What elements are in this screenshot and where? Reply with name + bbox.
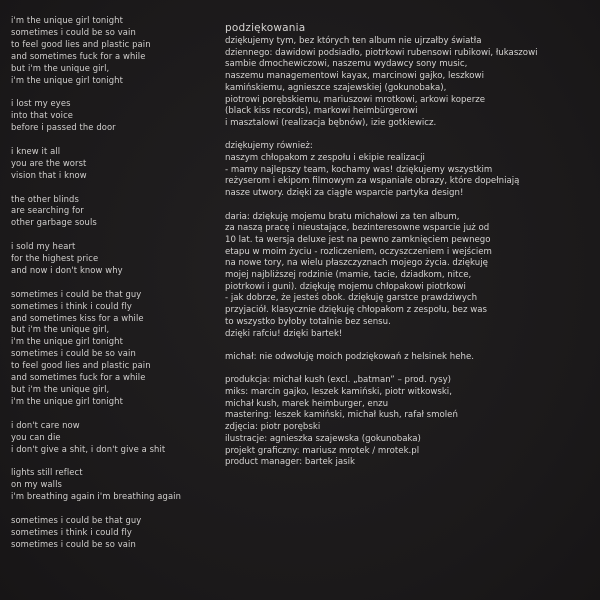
acknowledgements-line: ilustracje: agnieszka szajewska (gokunobaka)	[225, 433, 421, 444]
acknowledgements-line: piotrowi porębskiemu, mariuszowi mrotkowi, arkowi koperze	[225, 94, 486, 105]
acknowledgements-line: mojej najbliższej rodzinie (mamie, tacie, dziadkom, nitce,	[225, 270, 472, 281]
lyrics-line: i sold my heart	[11, 241, 76, 252]
acknowledgements-line: to wszystko byłoby totalnie bez sensu.	[225, 316, 391, 327]
acknowledgements-paragraph	[225, 375, 595, 469]
lyrics-line: on my walls	[11, 479, 62, 490]
lyrics-line: i'm the unique girl tonight	[11, 74, 123, 85]
lyrics-line: i'm the unique girl tonight	[11, 336, 123, 347]
acknowledgements-line: michał kush, marek heimburger, enzu	[225, 398, 389, 409]
lyrics-line: vision that i know	[11, 169, 87, 180]
lyrics-line: to feel good lies and plastic pain	[11, 38, 151, 49]
acknowledgements-line: michał: nie odwołuję moich podziękowań z helsinek hehe.	[225, 351, 474, 362]
acknowledgements-line: na nowe tory, na wielu płaszczyznach mojego życia. dziękuję	[225, 258, 488, 269]
lyrics-line: sometimes i could be that guy	[11, 514, 142, 525]
lyrics-line: you are the worst	[11, 157, 87, 168]
lyrics-line: i knew it all	[11, 145, 61, 156]
lyrics-line: and sometimes fuck for a while	[11, 372, 146, 383]
acknowledgements-line: nasze utwory. dzięki za ciągłe wsparcie partyka design!	[225, 188, 464, 199]
lyrics-line: sometimes i could be so vain	[11, 348, 136, 359]
acknowledgements-line: dzięki rafciu! dzięki bartek!	[225, 328, 343, 339]
acknowledgements-line: reżyserom i ekipom filmowym za wspaniałe obrazy, które dopełniają	[225, 176, 520, 187]
lyrics-line: sometimes i could be so vain	[11, 538, 136, 549]
lyrics-line: and sometimes kiss for a while	[11, 312, 144, 323]
acknowledgements-paragraph	[225, 352, 595, 364]
lyrics-stanza	[11, 98, 206, 134]
lyrics-line: before i passed the door	[11, 122, 116, 133]
acknowledgements-line: 10 lat. ta wersja deluxe jest na pewno zamknięciem pewnego	[225, 234, 491, 245]
acknowledgements-line: - mamy najlepszy team, kochamy was! dziękujemy wszystkim	[225, 164, 493, 175]
lyrics-stanza	[11, 515, 206, 551]
lyrics-line: i'm breathing again i'm breathing again	[11, 491, 182, 502]
acknowledgements-line: miks: marcin gajko, leszek kamiński, piotr witkowski,	[225, 387, 452, 398]
lyrics-stanza	[11, 467, 206, 503]
lyrics-line: i don't give a shit, i don't give a shit	[11, 443, 166, 454]
acknowledgements-paragraph	[225, 212, 595, 341]
lyrics-line: to feel good lies and plastic pain	[11, 360, 151, 371]
acknowledgements-line: etapu w moim życiu - rozliczeniem, oczyszczeniem i wejściem	[225, 246, 492, 257]
acknowledgements-line: naszemu managementowi kayax, marcinowi gajko, leszkowi	[225, 71, 484, 82]
lyrics-line: i lost my eyes	[11, 98, 71, 109]
acknowledgements-column	[225, 22, 595, 469]
lyrics-stanza	[11, 420, 206, 456]
lyrics-line: sometimes i could be so vain	[11, 26, 136, 37]
acknowledgements-line: za naszą pracę i nieustające, bezinteresowne wsparcie już od	[225, 223, 490, 234]
acknowledgements-line: dziękujemy również:	[225, 141, 313, 152]
acknowledgements-line: dziękujemy tym, bez których ten album nie ujrzałby światła	[225, 36, 482, 46]
lyrics-line: but i'm the unique girl,	[11, 62, 110, 73]
acknowledgements-line: przyjaciół. klasycznie dziękuję chłopakom z zespołu, bez was	[225, 305, 487, 316]
lyrics-line: other garbage souls	[11, 217, 97, 228]
lyrics-line: i'm the unique girl tonight	[11, 15, 123, 25]
acknowledgements-line: - jak dobrze, że jesteś obok. dziękuję garstce prawdziwych	[225, 293, 478, 304]
acknowledgements-line: produkcja: michał kush (excl. „batman” – prod. rysy)	[225, 375, 452, 386]
lyrics-line: the other blinds	[11, 193, 79, 204]
lyrics-stanza	[11, 241, 206, 277]
lyrics-line: lights still reflect	[11, 467, 83, 478]
lyrics-line: are searching for	[11, 205, 84, 216]
lyrics-column	[11, 15, 206, 563]
lyrics-line: but i'm the unique girl,	[11, 324, 110, 335]
lyrics-line: and now i don't know why	[11, 264, 123, 275]
acknowledgements-line: naszym chłopakom z zespołu i ekipie realizacji	[225, 153, 425, 164]
lyrics-stanza	[11, 289, 206, 408]
acknowledgements-paragraph	[225, 36, 595, 130]
lyrics-line: into that voice	[11, 110, 74, 121]
lyrics-stanza	[11, 146, 206, 182]
acknowledgements-line: mastering: leszek kamiński, michał kush, rafał smoleń	[225, 410, 458, 421]
lyrics-line: for the highest price	[11, 253, 99, 264]
acknowledgements-body	[225, 36, 595, 469]
lyrics-line: i'm the unique girl tonight	[11, 395, 123, 406]
lyrics-stanza	[11, 194, 206, 230]
acknowledgements-line: projekt graficzny: mariusz mrotek / mrotek.pl	[225, 445, 420, 456]
lyrics-line: i don't care now	[11, 419, 80, 430]
lyrics-line: and sometimes fuck for a while	[11, 50, 146, 61]
acknowledgements-paragraph	[225, 141, 595, 200]
lyrics-line: sometimes i think i could fly	[11, 526, 132, 537]
acknowledgements-line: product manager: bartek jasik	[225, 457, 356, 468]
lyrics-line: sometimes i think i could fly	[11, 300, 132, 311]
acknowledgements-line: i masztalowi (realizacja bębnów), izie gotkiewicz.	[225, 117, 437, 128]
acknowledgements-line: zdjęcia: piotr porębski	[225, 422, 321, 433]
acknowledgements-line: piotrkowi i guni). dziękuję mojemu chłopakowi piotrkowi	[225, 281, 466, 292]
acknowledgements-line: dziennego: dawidowi podsiadło, piotrkowi rubensowi rubikowi, łukaszowi	[225, 47, 538, 58]
lyrics-line: you can die	[11, 431, 61, 442]
acknowledgements-line: kamińskiemu, agnieszce szajewskiej (gokunobaka),	[225, 82, 447, 93]
lyrics-stanza	[11, 15, 206, 86]
lyrics-line: sometimes i could be that guy	[11, 288, 142, 299]
acknowledgements-line: (black kiss records), markowi heimbürgerowi	[225, 106, 418, 117]
acknowledgements-line: sambie dmochewiczowi, naszemu wydawcy sony music,	[225, 59, 468, 70]
acknowledgements-line: daria: dziękuję mojemu bratu michałowi za ten album,	[225, 211, 460, 222]
acknowledgements-heading: podziękowania	[225, 22, 306, 34]
lyrics-line: but i'm the unique girl,	[11, 384, 110, 395]
